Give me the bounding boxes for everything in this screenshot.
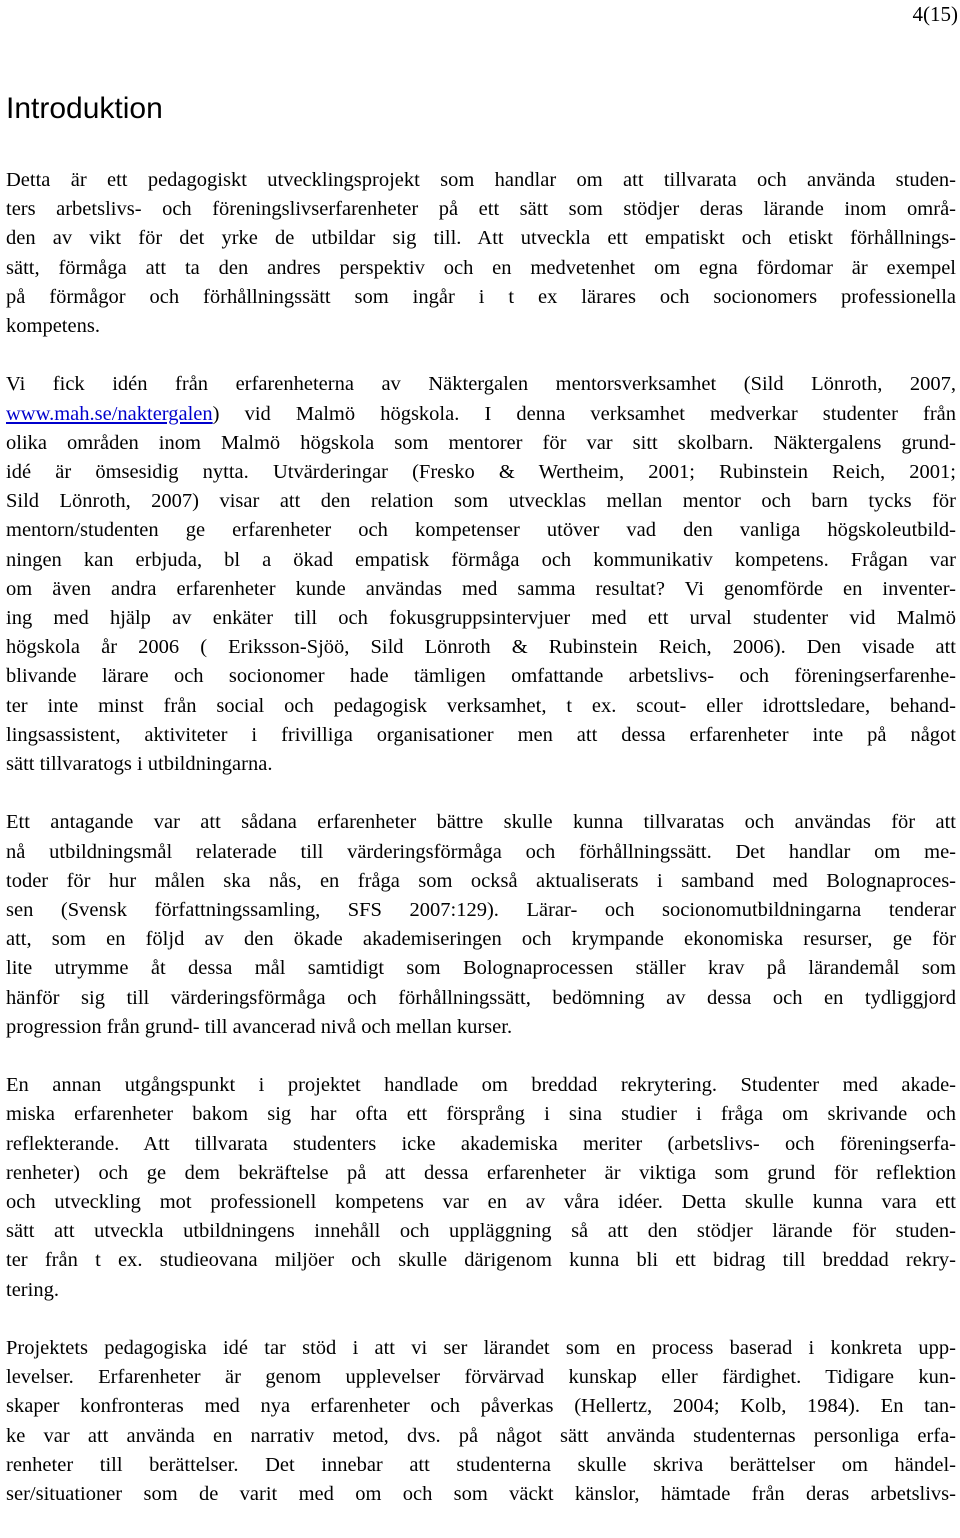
text-line: sätt tillvaratogs i utbildningarna. (6, 753, 273, 776)
text-line: lite utrymme åt dessa mål samtidigt som Bolognaprocessen ställer krav på lärandemål som (6, 957, 956, 980)
text-line: Ett antagande var att sådana erfarenheter bättre skulle kunna tillvaratas och användas för att (6, 811, 956, 834)
naktergalen-link[interactable]: www.mah.se/naktergalen (6, 402, 213, 425)
text-line: levelser. Erfarenheter är genom upplevelser förvärvad kunskap eller färdighet. Tidigare kun- (6, 1366, 956, 1389)
text-line: olika områden inom Malmö högskola som mentorer för var sitt skolbarn. Näktergalens grund- (6, 431, 956, 454)
text-line: miska erfarenheter bakom sig har ofta ett försprång i sina studier i fråga om skrivande och (6, 1103, 956, 1126)
text-line: renheter) och ge dem bekräftelse på att dessa erfarenheter är viktiga som grund för reflektion (6, 1161, 956, 1184)
paragraph-1 (6, 166, 956, 341)
text-line: Vi fick idén från erfarenheterna av Näktergalen mentorsverksamhet (Sild Lönroth, 2007, (6, 373, 956, 396)
text-line: om även andra erfarenheter kunde användas med samma resultat? Vi genomförde en inventer- (6, 577, 956, 600)
text-line: tering. (6, 1278, 59, 1301)
text-line: ke var att använda en narrativ metod, dvs. på något sätt använda studenternas personliga erfa- (6, 1424, 956, 1447)
text-line: ters arbetslivs- och föreningslivserfarenheter på ett sätt som stödjer deras lärande inom områ- (6, 198, 956, 221)
text-line-with-link (6, 400, 956, 429)
section-heading: Introduktion (6, 92, 163, 125)
paragraph-4 (6, 1071, 956, 1305)
text-fragment: ) vid Malmö högskola. I denna verksamhet medverkar studenter från (212, 402, 956, 425)
paragraph-2 (6, 370, 956, 779)
text-line: ningen kan erbjuda, bl a ökad empatisk förmåga och kommunikativ kompetens. Frågan var (6, 548, 956, 571)
paragraph-5 (6, 1334, 956, 1509)
text-line: den av vikt för det yrke de utbildar sig till. Att utveckla ett empatiskt och etiskt förhållnings- (6, 227, 956, 250)
text-line: hänför sig till värderingsförmåga och förhållningssätt, bedömning av dessa och en tydliggjord (6, 986, 956, 1009)
paragraph-3 (6, 808, 956, 1042)
text-line: Sild Lönroth, 2007) visar att den relation som utvecklas mellan mentor och barn tycks för (6, 490, 956, 513)
text-line: ter inte minst från social och pedagogisk verksamhet, t ex. scout- eller idrottsledare, behand- (6, 694, 956, 717)
text-line: och utveckling mot professionell kompetens var en av våra idéer. Detta skulle kunna vara ett (6, 1191, 956, 1214)
text-line: att, som en följd av den ökade akademiseringen och krympande ekonomiska resurser, ge för (6, 928, 956, 951)
body-text (6, 166, 956, 1538)
text-line: renheter till berättelser. Det innebar att studenterna skulle skriva berättelser om händel- (6, 1453, 956, 1476)
text-line: ing med hjälp av enkäter till och fokusgruppsintervjuer med ett urval studenter vid Malmö (6, 607, 956, 630)
text-line: skaper konfronteras med nya erfarenheter och påverkas (Hellertz, 2004; Kolb, 1984). En tan- (6, 1395, 956, 1418)
text-line: reflekterande. Att tillvarata studenters icke akademiska meriter (arbetslivs- och föreningserfa- (6, 1132, 956, 1155)
text-line: ter från t ex. studieovana miljöer och skulle därigenom kunna bli ett bidrag till breddad rekry- (6, 1249, 956, 1272)
text-line: lingsassistent, aktiviteter i frivilliga organisationer men att dessa erfarenheter inte på något (6, 723, 956, 746)
text-line: sätt att utveckla utbildningens innehåll och uppläggning så att den stödjer lärande för studen- (6, 1220, 956, 1243)
page-number: 4(15) (912, 2, 958, 26)
text-line: En annan utgångspunkt i projektet handlade om breddad rekrytering. Studenter med akade- (6, 1074, 956, 1097)
text-line: idé är ömsesidig nytta. Utvärderingar (Fresko & Wertheim, 2001; Rubinstein Reich, 2001; (6, 461, 956, 484)
text-line: sätt, förmåga att ta den andres perspektiv och en medvetenhet om egna fördomar är exempel (6, 256, 956, 279)
text-line: toder för hur målen ska nås, en fråga som också aktualiserats i samband med Bolognaproces- (6, 869, 956, 892)
text-line: Projektets pedagogiska idé tar stöd i att vi ser lärandet som en process baserad i konkreta upp- (6, 1337, 956, 1360)
text-line: kompetens. (6, 315, 100, 338)
text-line: nå utbildningsmål relaterade till värderingsförmåga och förhållningssätt. Det handlar om me- (6, 840, 956, 863)
text-line: sen (Svensk författningssamling, SFS 2007:129). Lärar- och socionomutbildningarna tenderar (6, 899, 956, 922)
text-line: blivande lärare och socionomer hade tämligen omfattande arbetslivs- och föreningserfarenhe- (6, 665, 956, 688)
text-line: mentorn/studenten ge erfarenheter och kompetenser utöver vad den vanliga högskoleutbild- (6, 519, 956, 542)
text-line: högskola år 2006 ( Eriksson-Sjöö, Sild Lönroth & Rubinstein Reich, 2006). Den visade att (6, 636, 956, 659)
text-line: på förmågor och förhållningssätt som ingår i t ex lärares och socionomers professionella (6, 285, 956, 308)
text-line: progression från grund- till avancerad nivå och mellan kurser. (6, 1015, 513, 1038)
text-line: Detta är ett pedagogiskt utvecklingsprojekt som handlar om att tillvarata och använda studen- (6, 169, 956, 191)
text-line: ser/situationer som de varit med om och som väckt känslor, hämtade från deras arbetslivs- (6, 1483, 956, 1506)
